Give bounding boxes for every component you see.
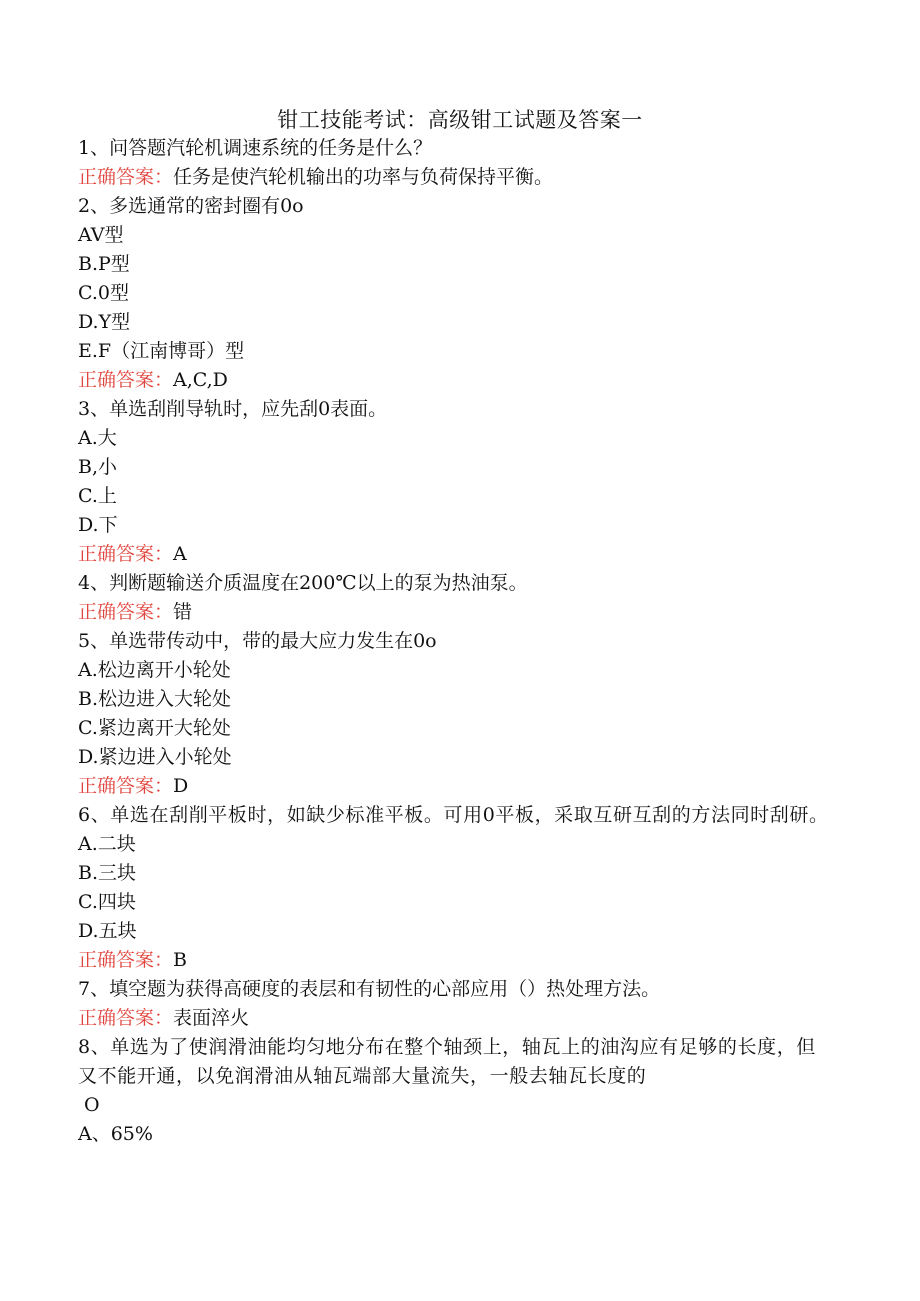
answer-7 xyxy=(78,1004,830,1033)
document-title: 钳工技能考试：高级钳工试题及答案一 xyxy=(277,108,643,132)
answer-blank: O xyxy=(84,1094,100,1116)
answer-value: D xyxy=(173,775,189,797)
question-5: 5、单选带传动中，带的最大应力发生在0o xyxy=(78,630,437,652)
option: B,小 xyxy=(78,456,118,478)
answer-label: 正确答案： xyxy=(78,1007,174,1029)
option: C.紧边离开大轮处 xyxy=(78,717,231,739)
answer-value: 任务是使汽轮机输出的功率与负荷保持平衡。 xyxy=(173,166,554,188)
option: B.松边进入大轮处 xyxy=(78,688,232,710)
answer-value: A,C,D xyxy=(173,369,228,391)
answer-label: 正确答案： xyxy=(78,601,174,623)
option: D.紧边进入小轮处 xyxy=(78,746,232,768)
option: A.松边离开小轮处 xyxy=(78,659,231,681)
answer-2 xyxy=(78,366,830,395)
answer-value: 表面淬火 xyxy=(173,1007,250,1029)
option: D.五块 xyxy=(78,920,137,942)
answer-label: 正确答案： xyxy=(78,775,174,797)
answer-value: A xyxy=(173,543,187,565)
answer-label: 正确答案： xyxy=(78,543,174,565)
question-2: 2、多选通常的密封圈有0o xyxy=(78,195,304,217)
question-3: 3、单选刮削导轨时，应先刮0表面。 xyxy=(78,398,388,420)
answer-label: 正确答案： xyxy=(78,369,174,391)
option: D.下 xyxy=(78,514,118,536)
question-4: 4、判断题输送介质温度在200℃以上的泵为热油泵。 xyxy=(78,572,528,594)
option: A.二块 xyxy=(78,833,136,855)
document-body xyxy=(78,134,830,1149)
option: C.0型 xyxy=(78,282,129,304)
answer-value: B xyxy=(173,949,187,971)
answer-3 xyxy=(78,540,830,569)
option: AV型 xyxy=(78,224,124,246)
answer-6 xyxy=(78,946,830,975)
question-6: 6、单选在刮削平板时，如缺少标准平板。可用0平板，采取互研互刮的方法同时刮研。 xyxy=(78,804,829,826)
question-8: 8、单选为了使润滑油能均匀地分布在整个轴颈上，轴瓦上的油沟应有足够的长度，但又不能开通，以免润滑油从轴瓦端部大量流失，一般去轴瓦长度的 xyxy=(78,1036,816,1087)
answer-value: 错 xyxy=(173,601,193,623)
option: A、65% xyxy=(78,1123,153,1145)
option: D.Y型 xyxy=(78,311,131,333)
question-1: 1、问答题汽轮机调速系统的任务是什么？ xyxy=(78,137,433,159)
answer-label: 正确答案： xyxy=(78,949,174,971)
answer-4 xyxy=(78,598,830,627)
option: C.上 xyxy=(78,485,117,507)
option: E.F（江南博哥）型 xyxy=(78,340,245,362)
answer-5 xyxy=(78,772,830,801)
question-7: 7、填空题为获得高硬度的表层和有韧性的心部应用（）热处理方法。 xyxy=(78,978,661,1000)
option: B.三块 xyxy=(78,862,137,884)
option: B.P型 xyxy=(78,253,130,275)
option: C.四块 xyxy=(78,891,136,913)
answer-label: 正确答案： xyxy=(78,166,174,188)
answer-1 xyxy=(78,163,830,192)
option: A.大 xyxy=(78,427,117,449)
